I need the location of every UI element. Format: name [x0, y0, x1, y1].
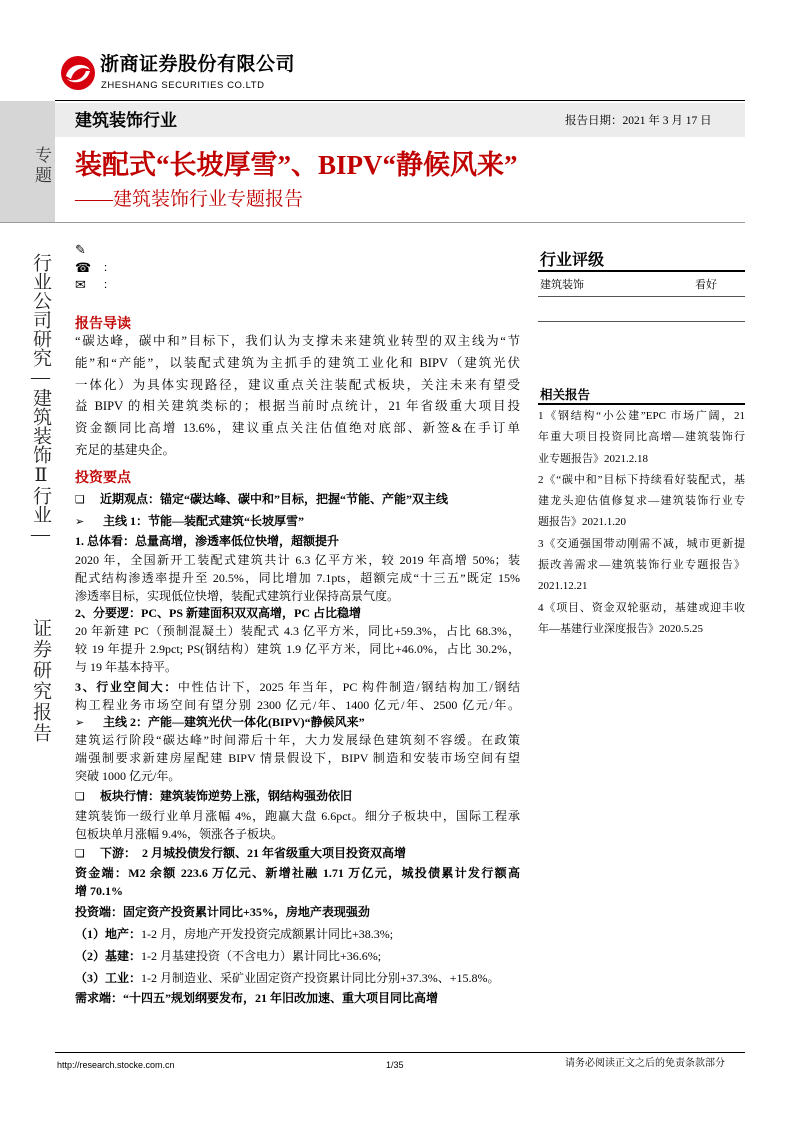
email-colon: ：	[103, 279, 114, 291]
pen-icon: ✎	[75, 243, 86, 258]
phone-colon: ：	[103, 262, 114, 274]
doc-type-vertical-label: 证券研究报告	[30, 618, 51, 744]
header-rule	[55, 100, 745, 101]
guide-line: “碳达峰，碳中和”目标下，我们认为支撑未来建筑业转型的双主线为“节	[75, 334, 520, 348]
rating-title-rule	[538, 270, 745, 272]
highlight-label: （3）工业：	[75, 971, 142, 985]
guide-paragraph	[75, 331, 520, 462]
title-bottom-rule	[0, 222, 745, 223]
highlight-label: 需求端：“十四五”规划纲要发布，21 年旧改加速、重大项目同比高增	[75, 991, 439, 1005]
highlight-line	[75, 678, 520, 696]
guide-line: 资金额同比高增 13.6%，建议重点关注估值绝对底部、新签&在手订单	[75, 421, 520, 436]
related-report-line: 2021.12.21	[538, 580, 588, 593]
contact-row-phone	[75, 260, 114, 276]
highlight-line	[75, 903, 520, 921]
highlight-line	[75, 947, 520, 965]
rating-industry: 建筑装饰	[540, 279, 584, 291]
report-subtitle: ——建筑装饰行业专题报告	[75, 189, 304, 210]
related-report-line: 年重大项目投资同比高增—建筑装饰行	[538, 431, 745, 444]
highlight-line	[75, 532, 520, 550]
highlight-label: （1）地产：	[75, 927, 142, 941]
highlight-label: 1. 总体看：总量高增，渗透率低位快增，超额提升	[75, 534, 340, 548]
company-english-name: ZHESHANG SECURITIES CO.LTD	[101, 80, 265, 91]
related-title-rule	[538, 403, 745, 405]
report-title: 装配式“长坡厚雪”、BIPV“静候风来”	[75, 150, 518, 180]
highlight-line	[75, 989, 520, 1007]
square-bullet-icon: ❑	[75, 847, 85, 860]
footer-rule	[55, 1052, 745, 1053]
highlight-line: 渗透率目标，实现低位快增，装配式建筑行业保持高景气度。	[75, 589, 400, 603]
related-report-line: 业专题报告》2021.2.18	[538, 452, 648, 465]
highlight-line: 构工程业务市场空间有望分别 2300 亿元/年、1400 亿元/年、2500 亿元/年。	[75, 698, 520, 712]
page-number: 1/35	[386, 1060, 404, 1070]
related-report-line: 4《项目、资金双轮驱动，基建或迎丰收	[538, 601, 745, 614]
highlight-line: 与 19 年基本持平。	[75, 660, 178, 674]
footer-disclaimer: 请务必阅读正文之后的免责条款部分	[565, 1058, 725, 1069]
related-report-line: 2《“碳中和”目标下持续看好装配式，基	[538, 473, 745, 486]
highlight-label: 近期观点：锚定“碳达峰、碳中和”目标，把握“节能、产能”双主线	[100, 492, 449, 506]
highlight-line	[75, 882, 520, 900]
highlight-heading	[75, 787, 520, 805]
rating-row-rule	[538, 321, 745, 322]
highlight-subheading	[75, 512, 520, 530]
highlight-label: 主线 2：产能—建筑光伏一体化(BIPV)“静候风来”	[103, 715, 365, 729]
highlight-line: 20 年新建 PC（预制混凝土）装配式 4.3 亿平方米，同比+59.3%，占比 68.3%，	[75, 624, 520, 638]
company-name: 浙商证券股份有限公司	[100, 54, 296, 75]
highlight-subheading	[75, 713, 520, 731]
highlight-label: （2）基建：	[75, 949, 142, 963]
highlight-label: 2、分要逻：PC、PS 新建面积双双高增，PC 占比稳增	[75, 606, 361, 620]
category-vertical-label: 行业公司研究—建筑装饰Ⅱ行业—	[30, 253, 51, 545]
related-report-line: 题报告》2021.1.20	[538, 516, 626, 529]
highlight-line: 较 19 年提升 2.9pct; PS(钢结构）建筑 1.9 亿平方米，同比+46.0%，占比 30.2%，	[75, 642, 520, 656]
zheshang-logo-icon	[59, 54, 97, 92]
highlight-line: 包板块单月涨幅 9.4%，领涨各子板块。	[75, 827, 283, 841]
highlight-heading	[75, 844, 520, 862]
arrow-bullet-icon: ➢	[75, 515, 85, 528]
highlight-label: 资金端：M2 余额 223.6 万亿元、新增社融 1.71 万亿元，城投债累计发行额高	[75, 866, 520, 880]
related-report-line: 3《交通强国带动刚需不减，城市更新提	[538, 537, 745, 550]
report-date: 报告日期：2021 年 3 月 17 日	[565, 115, 712, 127]
highlight-line	[75, 925, 520, 943]
highlight-label: 下游： 2 月城投债发行额、21 年省级重大项目投资双高增	[100, 846, 407, 860]
related-reports-title: 相关报告	[540, 388, 591, 402]
highlight-line: 端强制要求新建房屋配建 BIPV 情景假设下，BIPV 制造和安装市场空间有望	[75, 751, 520, 765]
square-bullet-icon: ❑	[75, 790, 85, 803]
guide-line: 益 BIPV 的相关建筑类标的；根据当前时点统计，21 年省级重大项目投	[75, 399, 520, 414]
highlights-title: 投资要点	[75, 469, 131, 485]
guide-line: 能”和“产能”，以装配式建筑为主抓手的建筑工业化和 BIPV（建筑光伏	[75, 355, 520, 370]
highlight-line: 建筑装饰一级行业单月涨幅 4%，跑赢大盘 6.6pct。细分子板块中，国际工程承	[75, 809, 520, 823]
highlight-line: 配式结构渗透率提升至 20.5%，同比增加 7.1pts，超额完成“十三五”既定 15%	[75, 571, 520, 585]
highlight-heading	[75, 490, 520, 508]
highlight-label: 增 70.1%	[75, 884, 124, 898]
highlight-label: 投资端：固定资产投资累计同比+35%，房地产表现强劲	[75, 905, 370, 919]
highlight-line	[75, 604, 520, 622]
highlight-line: 2020 年，全国新开工装配式建筑共计 6.3 亿平方米，较 2019 年高增 50%；装	[75, 553, 520, 567]
highlight-text: 1-2 月，房地产开发投资完成额累计同比+38.3%;	[141, 927, 394, 941]
footer-url-link[interactable]: http://research.stocke.com.cn	[57, 1060, 175, 1070]
square-bullet-icon: ❑	[75, 493, 85, 506]
highlight-label: 3、行业空间大：	[75, 680, 178, 694]
envelope-icon: ✉	[75, 278, 86, 293]
highlight-label: 主线 1：节能—装配式建筑“长坡厚雪”	[103, 514, 305, 528]
related-report-line: 年—基建行业深度报告》2020.5.25	[538, 622, 703, 635]
rating-row-rule	[538, 296, 745, 297]
guide-title: 报告导读	[75, 315, 131, 331]
arrow-bullet-icon: ➢	[75, 716, 85, 729]
rating-value: 看好	[695, 279, 717, 291]
highlight-line	[75, 969, 520, 987]
highlight-text: 1-2 月基建投资（不含电力）累计同比+36.6%;	[141, 949, 382, 963]
guide-line: 充足的基建央企。	[75, 442, 176, 457]
rating-title: 行业评级	[540, 252, 605, 269]
highlight-text: 中性估计下，2025 年当年，PC 构件制造/钢结构加工/钢结	[177, 680, 520, 694]
contact-row-email	[75, 277, 114, 293]
related-report-line: 振改善需求—建筑装饰行业专题报告》	[538, 559, 745, 572]
industry-name: 建筑装饰行业	[75, 111, 177, 130]
highlight-line: 突破 1000 亿元/年。	[75, 769, 181, 783]
report-type-tag: 专题	[32, 146, 51, 186]
contact-row-analyst	[75, 242, 86, 258]
highlight-label: 板块行情：建筑装饰逆势上涨，钢结构强劲依旧	[100, 789, 353, 803]
related-reports-list	[538, 406, 745, 640]
highlight-line: 建筑运行阶段“碳达峰”时间滞后十年，大力发展绿色建筑刻不容缓。在政策	[75, 733, 520, 747]
logo-circle	[61, 56, 95, 90]
highlight-line	[75, 864, 520, 882]
related-report-line: 1《钢结构“小公建”EPC 市场广阔，21	[538, 410, 745, 422]
guide-line: 一体化）为具体实现路径，建议重点关注装配式板块，关注未来有望受	[75, 377, 520, 392]
related-report-line: 建龙头迎估值修复求—建筑装饰行业专	[538, 495, 745, 508]
phone-icon: ☎	[75, 261, 92, 276]
highlight-text: 1-2 月制造业、采矿业固定资产投资累计同比分别+37.3%、+15.8%。	[141, 971, 500, 985]
